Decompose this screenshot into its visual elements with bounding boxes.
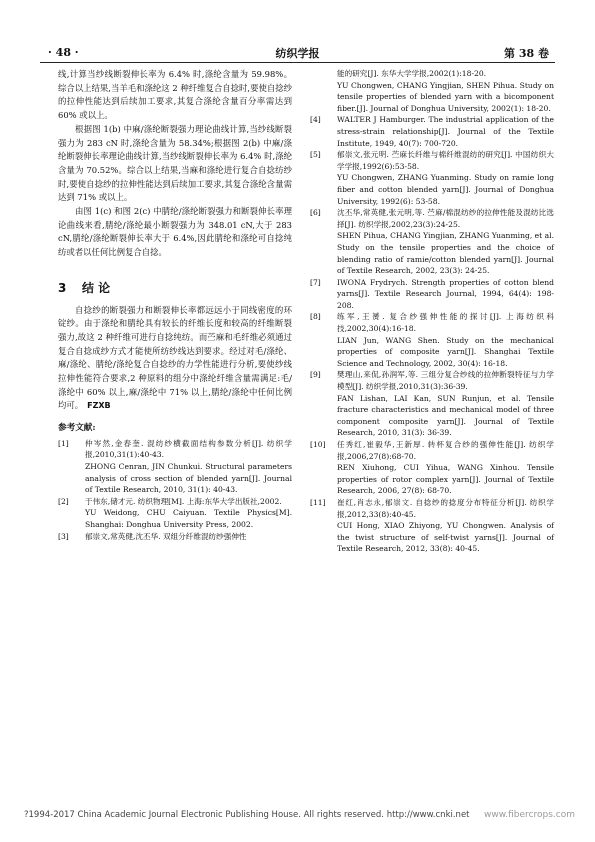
reference-item: [310, 311, 554, 369]
reference-item: [58, 531, 292, 543]
paragraph: 线,计算当纱线断裂伸长率为 6.4% 时,涤纶含量为 59.98%。综合以上结果,当羊毛和涤纶这 2 种纤维复合自捻时,要使自捻纱的拉伸性能达到后续加工要求,其复合涤纶含量百分率需达到 60% 或以上。: [58, 69, 292, 121]
reference-en: SHEN Pihua, CHANG Yingjian, ZHANG Yuanming, et al. Study on the tensile properties and the choice of blending ratio of ramie/cotton blended yarn[J]. Journal of Textile Research, 2002, 23(3): 24-25.: [337, 231, 554, 276]
reference-zh: 郁崇文,常英健,沈丕华. 双组分纤维混纺纱强伸性: [85, 531, 247, 541]
running-header: [40, 42, 555, 63]
reference-number: [1]: [58, 438, 69, 448]
reference-en: IWONA Frydrych. Strength properties of cotton blend yarns[J]. Textile Research Journal, 1994, 64(4): 198-208.: [337, 277, 554, 310]
paragraph: [58, 304, 292, 414]
reference-en: ZHONG Cenran, JIN Chunkui. Structural parameters analysis of cross section of blended yarn[J]. Journal of Textile Research, 2010, 31(1): 40-43.: [85, 462, 292, 495]
watermark: www.fibercrops.com: [484, 810, 575, 820]
reference-zh: 崔红,肖志永,郁崇文. 自捻纱的捻度分布特征分析[J]. 纺织学报,2012,33(8):40-45.: [337, 497, 554, 519]
reference-item: [310, 369, 554, 439]
section-title: 结 论: [82, 280, 111, 295]
reference-en: CUI Hong, XIAO Zhiyong, YU Chongwen. Analysis of the twist structure of self-twist yarns[J]. Journal of Textile Research, 2012, 33(8): 40-45.: [337, 521, 554, 554]
reference-zh: 郁崇文,张元明. 苎麻长纤维与棉纤维混纺的研究[J]. 中国纺织大学学报,1992(6):53-58.: [337, 150, 554, 171]
volume-label: 第 38 卷: [504, 47, 549, 60]
reference-number: [3]: [58, 531, 69, 541]
reference-item: [310, 68, 554, 114]
reference-en: YU Chongwen, ZHANG Yuanming. Study on ramie long fiber and cotton blended yarn[J]. Journal of Donghua University, 1992(6): 53-58.: [337, 173, 554, 206]
reference-number: [6]: [310, 208, 321, 218]
left-column: [58, 68, 292, 542]
reference-zh: 任秀红,崔毅华,王新厚. 转杯复合纱的强伸性能[J]. 纺织学报,2006,27(8):68-70.: [337, 440, 554, 461]
reference-number: [7]: [310, 277, 321, 287]
reference-item: [58, 438, 292, 496]
reference-item: [310, 277, 554, 312]
copyright-notice: ?1994-2017 China Academic Journal Electronic Publishing House. All rights reserved. http://www.cnki.net: [24, 810, 470, 820]
reference-number: [2]: [58, 496, 69, 506]
reference-number: [9]: [310, 370, 321, 380]
reference-zh: 于伟东,储才元. 纺织物理[M]. 上海:东华大学出版社,2002.: [85, 496, 282, 506]
right-column: [310, 68, 554, 555]
reference-en: LIAN Jun, WANG Shen. Study on the mechanical properties of composite yarn[J]. Shanghai Textile Science and Technology, 2002, 30(4): 16-18.: [337, 335, 554, 368]
reference-item: [310, 439, 554, 497]
reference-en: YU Chongwen, CHANG Yingjian, SHEN Pihua. Study on tensile properties of blended yarn with a bicomponent fiber.[J]. Journal of Donghua University, 2002(1): 18-20.: [337, 80, 554, 113]
reference-number: [5]: [310, 150, 321, 160]
paragraph: 由图 1(c) 和图 2(c) 中腈纶/涤纶断裂强力和断裂伸长率理论曲线来看,腈纶/涤纶最小断裂强力为 348.01 cN,大于 283 cN,腈纶/涤纶断裂伸长率大于 6.4%,因此腈纶和涤纶可自捻纯纺或者以任何比例复合自捻。: [58, 206, 292, 258]
references-title: 参考文献:: [58, 423, 96, 434]
paragraph: 根据图 1(b) 中麻/涤纶断裂强力理论曲线计算,当纱线断裂强力为 283 cN 时,涤纶含量为 58.34%;根据图 2(b) 中麻/涤纶断裂伸长率理论曲线计算,当纱线断裂伸长率为 6.4% 时,涤纶含量为 70.52%。综合以上结果,当麻和涤纶进行复合自捻纺纱时,要使自捻纱的拉伸性能达到后续加工要求,其复合涤纶含量需达到 71% 或以上。: [58, 123, 292, 203]
reference-zh: 沈丕华,常英健,张元明,等. 苎麻/棉混纺纱的拉伸性能及混纺比选择[J]. 纺织学报,2002,23(3):24-25.: [337, 208, 554, 229]
conclusion-text: 自捻纱的断裂强力和断裂伸长率都远远小于同线密度的环锭纱。由于涤纶和腈纶具有较长的纤维长度和较高的纤维断裂强力,故这 2 种纤维可进行自捻纯纺。而苎麻和毛纤维必须通过复合自捻成纱方式才能使所纺纱线达到要求。经过对毛/涤纶、麻/涤纶、腈纶/涤纶复合自捻纱的力学性能进行分析,要使纱线拉伸性能符合要求,2 种原料的组分中涤纶纤维含量需满足:毛/涤纶中 60% 以上,麻/涤纶中 71% 以上,腈纶/涤纶中任何比例均可。: [58, 304, 292, 411]
reference-item: [310, 149, 554, 207]
fzxb-mark: FZXB: [87, 401, 111, 411]
reference-en: REN Xiuhong, CUI Yihua, WANG Xinhou. Tensile properties of rotor complex yarn[J]. Journal of Textile Research, 2006, 27(8): 68-70.: [337, 463, 554, 496]
reference-item: [58, 496, 292, 531]
section-number: 3: [58, 280, 67, 295]
reference-en: YU Weidong, CHU Caiyuan. Textile Physics[M]. Shanghai: Donghua University Press, 2002.: [85, 508, 292, 530]
section-heading: [58, 282, 292, 296]
journal-title: 纺织学报: [275, 47, 320, 60]
reference-en: FAN Lishan, LAI Kan, SUN Runjun, et al. Tensile fracture characteristics and mechanical model of three component composite yarn[J]. Journal of Textile Research, 2010, 31(3): 36-39.: [337, 393, 554, 438]
reference-item: [310, 497, 554, 555]
reference-number: [11]: [310, 497, 326, 507]
reference-number: [10]: [310, 440, 326, 449]
reference-number: [8]: [310, 312, 321, 322]
page-footer: [24, 810, 575, 820]
reference-zh: 能的研究[J]. 东华大学学报,2002(1):18-20.: [337, 69, 487, 78]
reference-en: WALTER J Hamburger. The industrial application of the stress-strain relationship[J]. Journal of the Textile Institute, 1949, 40(7): 700-720.: [337, 115, 554, 148]
reference-number: [4]: [310, 115, 321, 125]
reference-item: [310, 207, 554, 277]
reference-zh: 樊理山,来侃,孙润军,等. 三组分复合纱线的拉伸断裂特征与力学模型[J]. 纺织学报,2010,31(3):36-39.: [337, 370, 554, 392]
page-number: · 48 ·: [48, 46, 79, 59]
reference-zh: 练军,王赟. 复合纱强伸性能的探讨[J]. 上海纺织科技,2002,30(4):16-18.: [337, 312, 554, 334]
reference-item: [310, 114, 554, 149]
reference-zh: 仲岑然,金春奎. 混纺纱横截面结构参数分析[J]. 纺织学报,2010,31(1):40-43.: [85, 438, 292, 460]
